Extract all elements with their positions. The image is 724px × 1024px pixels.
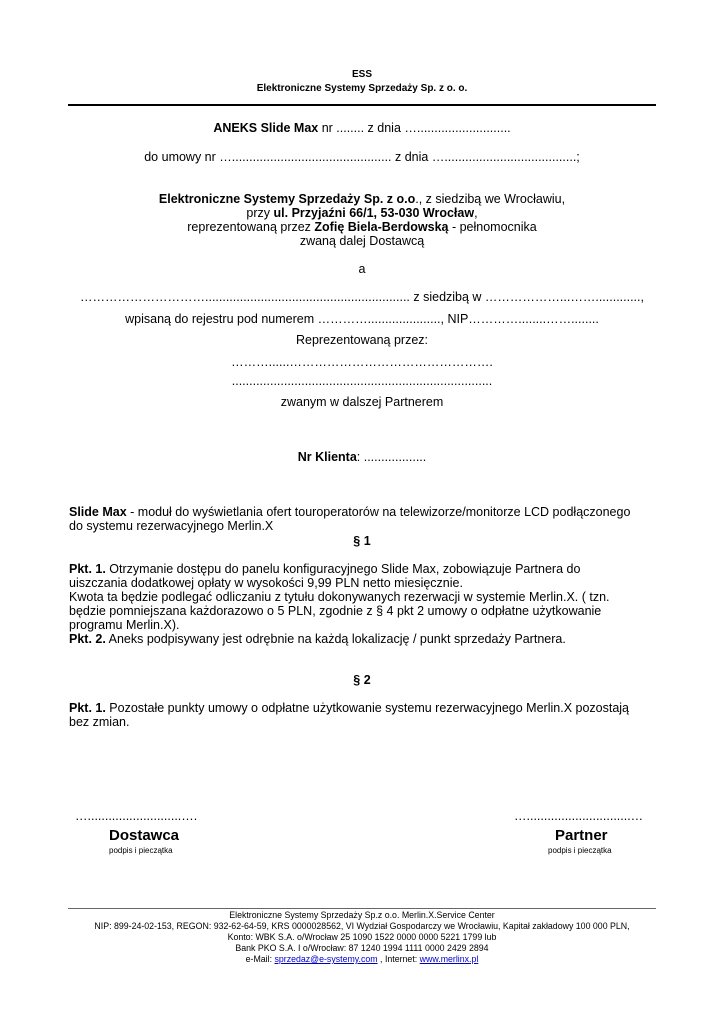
footer-line-2: NIP: 899-24-02-153, REGON: 932-62-64-59, KRS 0000028562, VI Wydział Gospodarczy we Wrocławiu, Kapitał zakładowy 100 000 PLN, (94, 921, 630, 931)
dostawca-signature-title: Dostawca (109, 827, 180, 844)
footer-email-link[interactable]: sprzedaz@e-systemy.com (274, 954, 378, 964)
partner-dots-2: ........................................................................... (231, 374, 493, 388)
footer-divider (68, 908, 656, 909)
section-1-body (69, 562, 639, 646)
section-2-point-1 (69, 701, 639, 729)
section-1-point-1-label: Pkt. 1. (69, 562, 106, 576)
section-1-point-1 (69, 562, 639, 590)
footer-line-5 (0, 954, 724, 965)
footer (0, 910, 724, 965)
module-description (69, 505, 639, 533)
client-number (0, 450, 724, 465)
client-number-label: Nr Klienta (297, 450, 357, 464)
partner-signature-line: …..............................… (514, 809, 644, 823)
section-1-point-1-text: Otrzymanie dostępu do panelu konfiguracyjnego Slide Max, zobowiązuje Partnera do uiszczania dodatkowej opłaty w wysokości 9,99 PLN netto miesięcznie. (69, 562, 581, 590)
partner-signature-title: Partner (555, 827, 608, 844)
dostawca-rep-post: - pełnomocnika (448, 220, 537, 234)
footer-line-1: Elektroniczne Systemy Sprzedaży Sp.z o.o. Merlin.X.Service Center (229, 910, 495, 920)
section-1-point-1-cont: Kwota ta będzie podlegać odliczaniu z tytułu dokonywanych rezerwacji w systemie Merlin.X. ( tzn. będzie pomniejszana każdorazowo o 5 PLN, zgodnie z § 4 pkt 2 umowy o odpłatne użytkowanie programu Merlin.X). (69, 590, 610, 632)
dostawca-representative (0, 220, 724, 235)
dostawca-rep-bold: Zofię Biela-Berdowską (314, 220, 449, 234)
footer-internet-label: , Internet: (377, 954, 420, 964)
dostawca-called: zwaną dalej Dostawcą (299, 234, 425, 248)
client-number-value: : .................. (356, 450, 427, 464)
annex-title-bold: ANEKS Slide Max (213, 121, 319, 135)
dostawca-address-pre: przy (246, 206, 274, 220)
header-short: ESS (351, 69, 372, 80)
footer-line-3: Konto: WBK S.A. o/Wrocław 25 1090 1522 0000 0000 5221 1799 lub (227, 932, 497, 942)
section-2-body (69, 701, 639, 729)
dostawca-address-bold: ul. Przyjaźni 66/1, 53-030 Wrocław (273, 206, 475, 220)
section-1-point-2 (69, 632, 639, 646)
section-2-heading: § 2 (353, 673, 371, 687)
dostawca-address (0, 206, 724, 221)
partner-signature-sub: podpis i pieczątka (548, 846, 612, 855)
partner-line-1: …………………………........................................................... z siedzibą w ………………...……............., (80, 290, 644, 304)
partner-line-2: wpisaną do rejestru pod numerem …………....................., NIP…………........……........ (125, 312, 599, 326)
module-description-rest: - moduł do wyświetlania ofert touroperatorów na telewizorze/monitorze LCD podłączonego do systemu rezerwacyjnego Merlin.X (69, 505, 631, 533)
dostawca-name-rest: ., z siedzibą we Wrocławiu, (415, 192, 566, 206)
dostawca-signature-line: …...........................…. (75, 809, 198, 823)
header-divider (68, 104, 656, 106)
annex-title (0, 121, 724, 136)
dostawca-signature-sub: podpis i pieczątka (109, 846, 173, 855)
section-2-point-1-label: Pkt. 1. (69, 701, 106, 715)
header-company: Elektroniczne Systemy Sprzedaży Sp. z o. o. (256, 83, 468, 94)
dostawca-rep-pre: reprezentowaną przez (187, 220, 315, 234)
footer-website-link[interactable]: www.merlinx.pl (419, 954, 479, 964)
partner-called: zwanym w dalszej Partnerem (280, 395, 444, 409)
module-description-bold: Slide Max (69, 505, 127, 519)
and-word: a (358, 262, 366, 276)
dostawca-name (0, 192, 724, 207)
section-2-point-1-text: Pozostałe punkty umowy o odpłatne użytkowanie systemu rezerwacyjnego Merlin.X pozostają bez zmian. (69, 701, 630, 729)
contract-line: do umowy nr ….............................................. z dnia …......................................; (144, 150, 580, 164)
partner-dots-1: ………......…………………………………………. (231, 355, 493, 369)
section-1-heading: § 1 (353, 534, 371, 548)
section-1-point-2-label: Pkt. 2. (69, 632, 106, 646)
section-1-point-2-text: Aneks podpisywany jest odrębnie na każdą lokalizację / punkt sprzedaży Partnera. (105, 632, 566, 646)
dostawca-address-post: , (474, 206, 478, 220)
annex-title-rest: nr ........ z dnia …........................... (318, 121, 511, 135)
partner-represented: Reprezentowaną przez: (295, 333, 429, 347)
dostawca-name-bold: Elektroniczne Systemy Sprzedaży Sp. z o.o (158, 192, 416, 206)
footer-line-4: Bank PKO S.A. I o/Wrocław: 87 1240 1994 1111 0000 2429 2894 (235, 943, 489, 953)
footer-email-label: e-Mail: (245, 954, 275, 964)
